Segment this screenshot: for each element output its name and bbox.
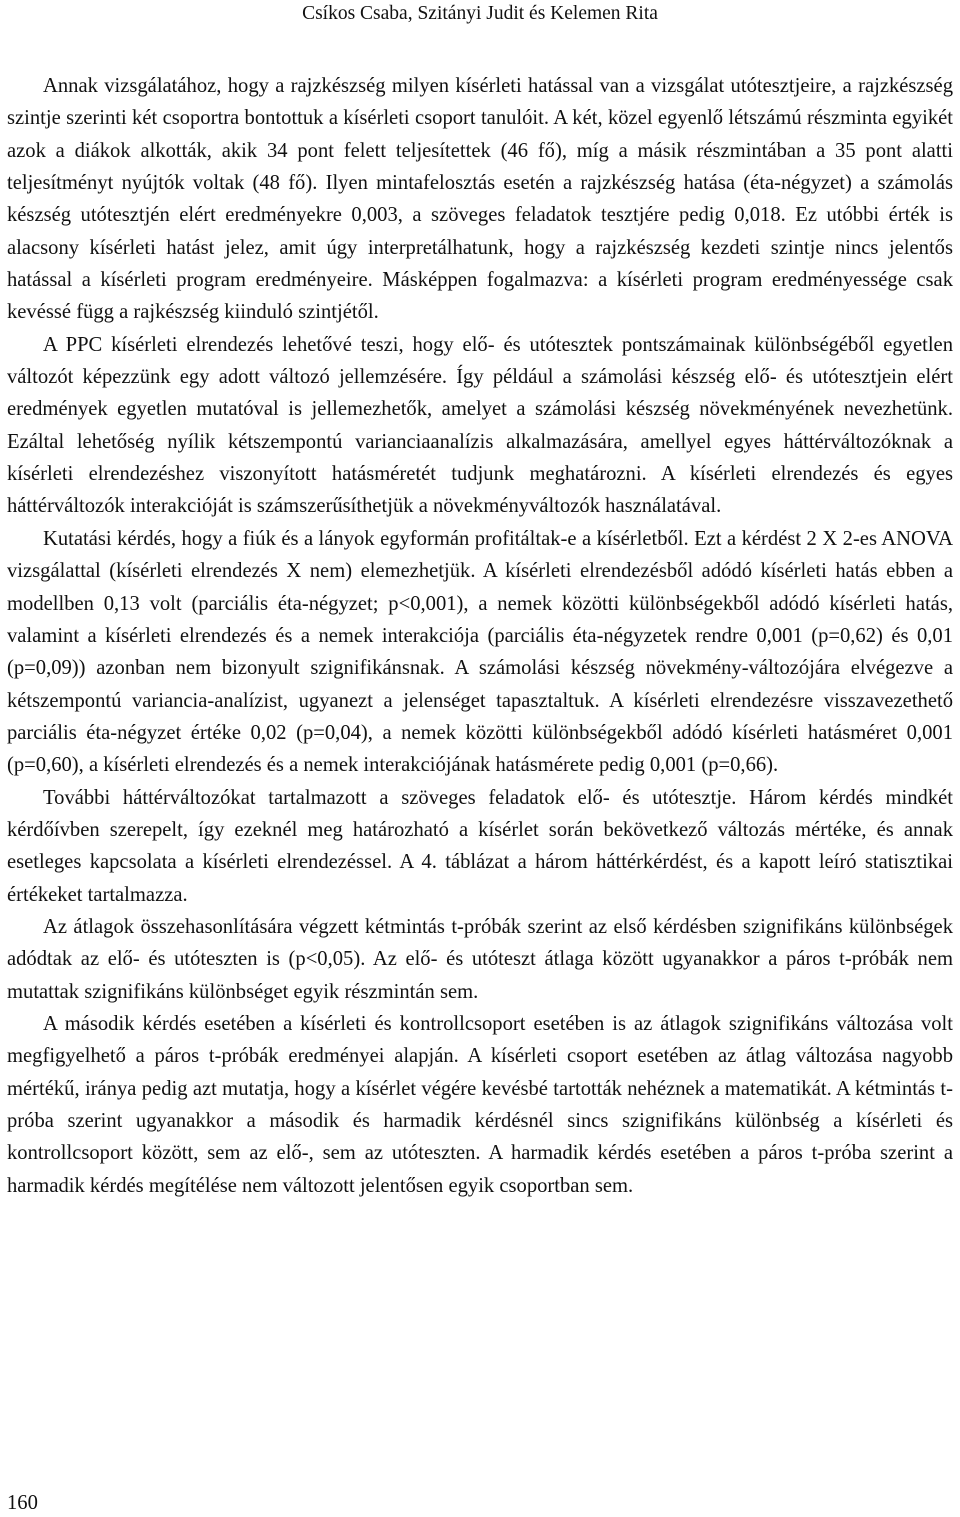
body-text bbox=[7, 70, 953, 1202]
paragraph: További háttérváltozókat tartalmazott a szöveges feladatok elő- és utótesztje. Három kérdés mindkét kérdőívben szerepelt, így ezeknél meg határozható a kísérlet során bekövetkező változás mértéke, és annak esetleges kapcsolata a kísérleti elrendezéssel. A 4. táblázat a három háttérkérdést, és a kapott leíró statisztikai értékeket tartalmazza. bbox=[7, 786, 953, 906]
paragraph: A második kérdés esetében a kísérleti és kontrollcsoport esetében is az átlagok szignifikáns változása volt megfigyelhető a páros t-próbák eredményei alapján. A kísérleti csoport esetében az átlag változása nagyobb mértékű, iránya pedig azt mutatja, hogy a kísérlet végére kevésbé tartották nehéznek a matematikát. A kétmintás t-próba szerint ugyanakkor a második és harmadik kérdésnél sincs szignifikáns különbség a kísérleti és kontrollcsoport között, sem az elő-, sem az utóteszten. A harmadik kérdés esetében a páros t-próba szerint a harmadik kérdés megítélése nem változott jelentősen egyik csoportban sem. bbox=[7, 1012, 953, 1197]
page-number: 160 bbox=[7, 1492, 38, 1514]
paragraph: A PPC kísérleti elrendezés lehetővé teszi, hogy elő- és utótesztek pontszámainak különbségéből egyetlen változót képezzünk egy adott változó jellemzésére. Így például a számolási készség elő- és utótesztjein elért eredmények egyetlen mutatóval is jellemezhetők, amelyet a számolási készség növekményének nevezhetünk. Ezáltal lehetőség nyílik kétszempontú varianciaanalízis alkalmazására, amellyel egyes háttérváltozóknak a kísérleti elrendezéshez viszonyított hatásméretét tudjunk meghatározni. A kísérleti elrendezés és egyes háttérváltozók interakcióját is számszerűsíthetjük a növekményváltozók használatával. bbox=[7, 333, 953, 518]
paragraph: Az átlagok összehasonlítására végzett kétmintás t-próbák szerint az első kérdésben szignifikáns különbségek adódtak az elő- és utóteszten is (p<0,05). Az elő- és utóteszt átlaga között ugyanakkor a páros t-próbák nem mutattak szignifikáns különbséget egyik részmintán sem. bbox=[7, 915, 953, 1003]
running-header: Csíkos Csaba, Szitányi Judit és Kelemen Rita bbox=[302, 3, 658, 24]
paragraph: Kutatási kérdés, hogy a fiúk és a lányok egyformán profitáltak-e a kísérletből. Ezt a kérdést 2 X 2-es ANOVA vizsgálattal (kísérleti elrendezés X nem) elemezhetjük. A kísérleti elrendezésből adódó kísérleti hatás ebben a modellben 0,13 volt (parciális éta-négyzet; p<0,001), a nemek közötti különbségekből adódó kísérleti hatás, valamint a kísérleti elrendezés és a nemek interakciója (parciális éta-négyzetek rendre 0,001 (p=0,62) és 0,01 (p=0,09)) azonban nem bizonyult szignifikánsnak. A számolási készség növekmény-változójára elvégezve a kétszempontú variancia-analízist, ugyanezt a jelenséget tapasztaltuk. A kísérleti elrendezésre visszavezethető parciális éta-négyzet értéke 0,02 (p=0,04), a nemek közötti különbségekből adódó kísérleti hatásméret 0,001 (p=0,60), a kísérleti elrendezés és a nemek interakciójának hatásmérete pedig 0,001 (p=0,66). bbox=[7, 527, 953, 777]
paragraph: Annak vizsgálatához, hogy a rajzkészség milyen kísérleti hatással van a vizsgálat utótesztjeire, a rajzkészség szintje szerinti két csoportra bontottuk a kísérleti csoport tanulóit. A két, közel egyenlő létszámú részminta egyikét azok a diákok alkották, akik 34 pont felett teljesítettek (46 fő), míg a másik részmintában a 35 pont alatti teljesítményt nyújtók voltak (48 fő). Ilyen mintafelosztás esetén a rajzkészség hatása (éta-négyzet) a számolás készség utótesztjén elért eredményekre 0,003, a szöveges feladatok tesztjére pedig 0,018. Ez utóbbi érték is alacsony kísérleti hatást jelez, amit úgy interpretálhatunk, hogy a rajzkészség kezdeti szintje nincs jelentős hatással a kísérleti program eredményeire. Másképpen fogalmazva: a kísérleti program eredményessége csak kevéssé függ a rajkészség kiinduló szintjétől. bbox=[7, 75, 953, 324]
